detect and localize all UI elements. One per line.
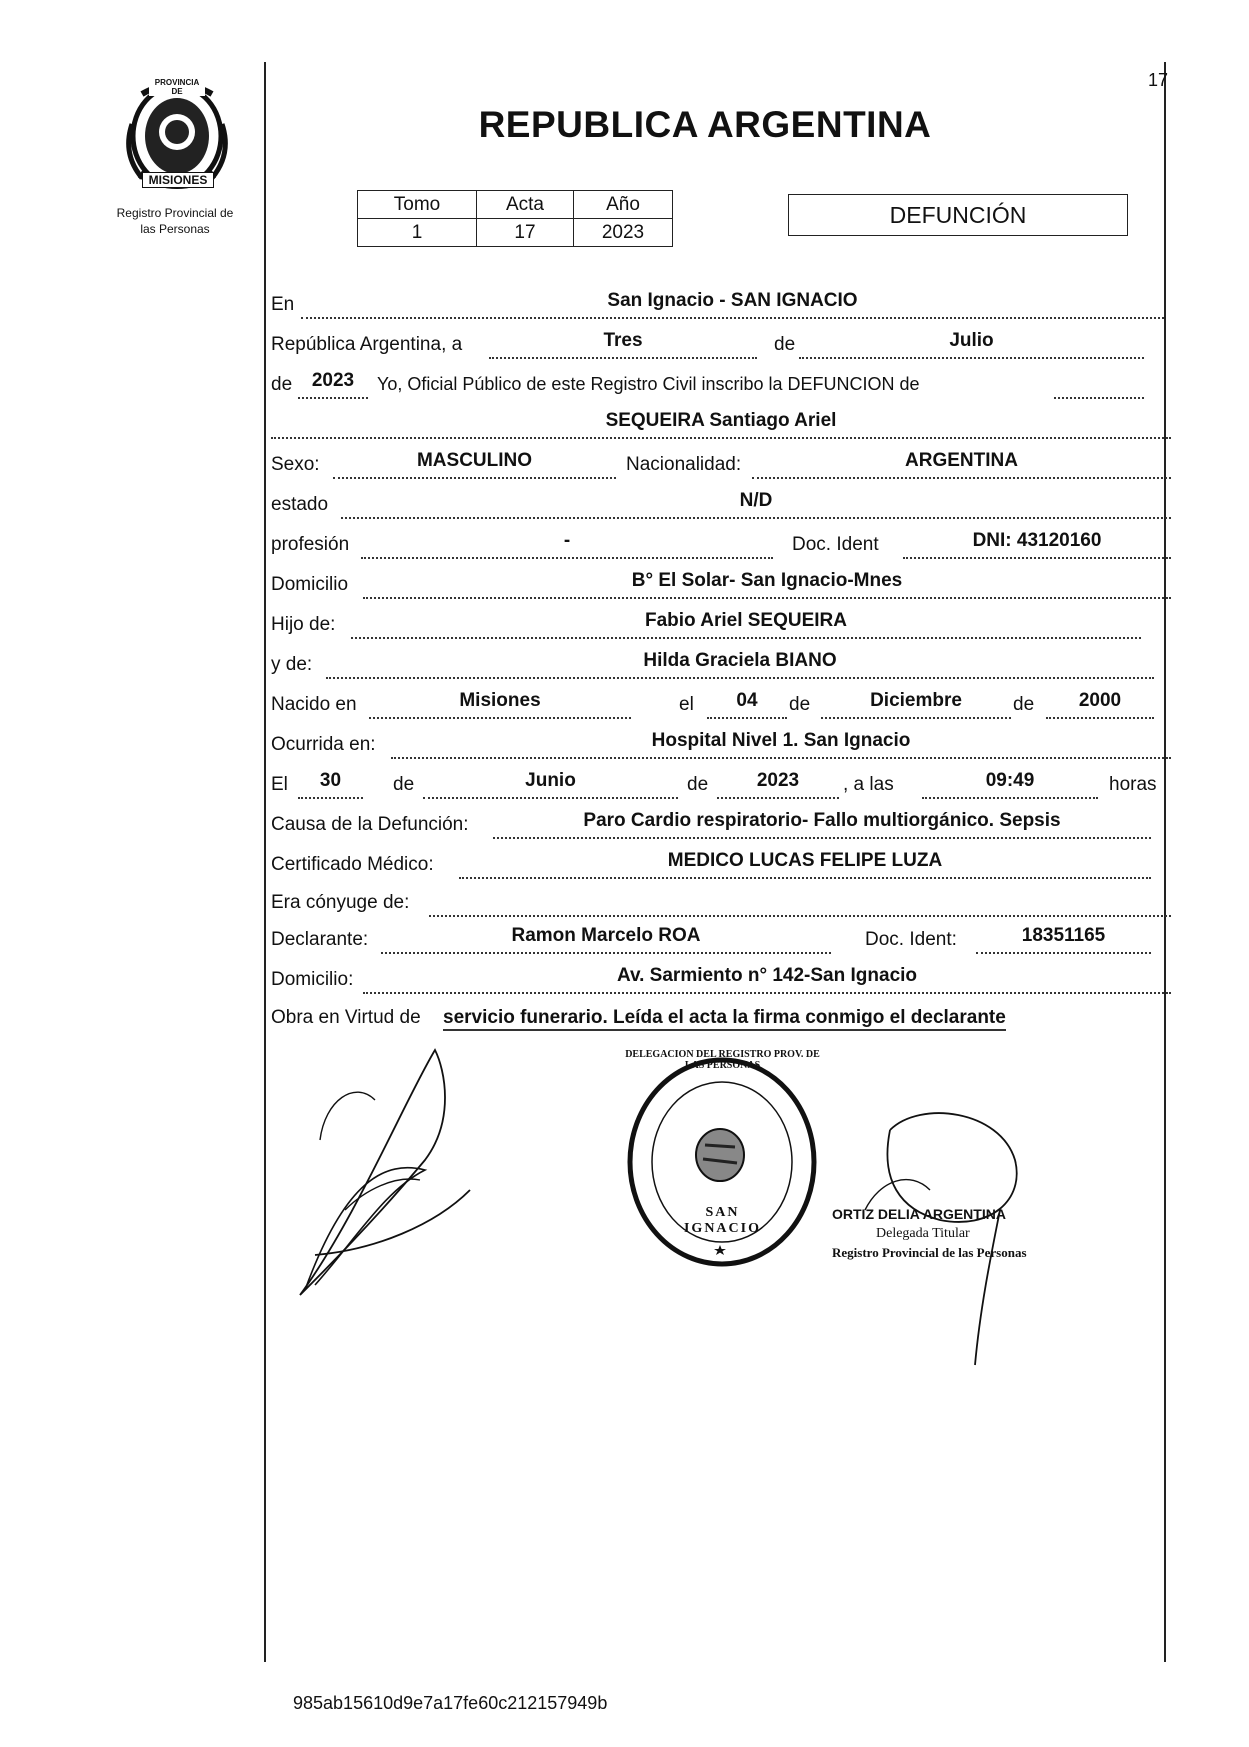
domicilio-field (363, 570, 1171, 599)
declarante-value: Ramon Marcelo ROA (511, 925, 701, 946)
stamp-outer-text: DELEGACION DEL REGISTRO PROV. DE LAS PERSONAS (625, 1049, 820, 1071)
decl-domicilio-label: Domicilio: (271, 969, 354, 990)
day-value: Tres (603, 330, 643, 351)
horas-label: horas (1109, 774, 1157, 795)
nacionalidad-label: Nacionalidad: (626, 454, 742, 475)
officer-role: Delegada Titular (876, 1226, 970, 1241)
stamp-inner-text: SAN IGNACIO (683, 1205, 761, 1236)
domicilio-label: Domicilio (271, 574, 349, 595)
registry-label-line1: Registro Provincial de (116, 206, 234, 220)
conyuge-field (429, 888, 1171, 917)
birth-de2-label: de (1013, 694, 1035, 715)
day-field (489, 330, 757, 359)
causa-label: Causa de la Defunción: (271, 814, 469, 835)
de-label: de (774, 334, 796, 355)
sexo-value: MASCULINO (416, 450, 533, 471)
month-value: Julio (949, 330, 994, 351)
row-estado (271, 490, 1171, 518)
registry-label-line2: las Personas (140, 222, 210, 236)
row-profesion (271, 530, 1171, 558)
death-year: 2023 (756, 770, 800, 791)
declarant-signature (285, 1040, 485, 1300)
yde-field (326, 650, 1154, 679)
certificado-field (459, 850, 1151, 879)
decl-domicilio-value: Av. Sarmiento n° 142-San Ignacio (616, 965, 918, 986)
death-month: Junio (525, 770, 576, 791)
en-field (301, 290, 1164, 319)
doc-label: Doc. Ident (792, 534, 879, 555)
decl-doc-value: 18351165 (1021, 925, 1106, 946)
row-ocurrida (271, 730, 1171, 758)
decl-doc-label: Doc. Ident: (865, 929, 957, 950)
alas-label: , a las (843, 774, 894, 795)
left-margin-line (264, 62, 266, 1662)
row-el (271, 770, 1171, 798)
declarante-label: Declarante: (271, 929, 369, 950)
anio-value: 2023 (574, 219, 673, 247)
row-declarante (271, 925, 1171, 953)
declarante-field (381, 925, 831, 954)
row-domicilio (271, 570, 1171, 598)
el-label: el (679, 694, 694, 715)
estado-label: estado (271, 494, 329, 515)
record-type-box: DEFUNCIÓN (788, 194, 1128, 236)
officer-office: Registro Provincial de las Personas (832, 1245, 1027, 1260)
anio-header: Año (574, 191, 673, 219)
officer-block (832, 1205, 1072, 1262)
hijo-value: Fabio Ariel SEQUEIRA (645, 610, 847, 631)
nacido-place-field (369, 690, 631, 719)
year-prefix-label: de (271, 374, 293, 395)
yde-label: y de: (271, 654, 313, 675)
record-table (357, 190, 673, 247)
birth-month: Diciembre (870, 690, 962, 711)
hijo-label: Hijo de: (271, 614, 336, 635)
intro-text: Yo, Oficial Público de este Registro Civil inscribo la DEFUNCION de (377, 374, 920, 394)
nacido-label: Nacido en (271, 694, 357, 715)
row-hijo (271, 610, 1171, 638)
nacionalidad-value: ARGENTINA (905, 450, 1018, 471)
estado-value: N/D (739, 490, 773, 511)
birth-year-field (1046, 690, 1154, 719)
profesion-value: - (563, 530, 571, 551)
row-republica (271, 330, 1171, 358)
decl-doc-field (976, 925, 1151, 954)
death-day: 30 (319, 770, 342, 791)
yde-value: Hilda Graciela BIANO (643, 650, 837, 671)
page-title: REPUBLICA ARGENTINA (478, 104, 932, 145)
year-field (298, 370, 368, 399)
seal-top-text: PROVINCIA DE (149, 78, 205, 96)
death-day-field (298, 770, 363, 799)
certificado-label: Certificado Médico: (271, 854, 434, 875)
row-yde (271, 650, 1171, 678)
certificado-value: MEDICO LUCAS FELIPE LUZA (667, 850, 943, 871)
officer-name: ORTIZ DELIA ARGENTINA (832, 1206, 1006, 1222)
birth-de1-label: de (789, 694, 811, 715)
domicilio-value: B° El Solar- San Ignacio-Mnes (631, 570, 903, 591)
sexo-label: Sexo: (271, 454, 320, 475)
birth-month-field (821, 690, 1011, 719)
deceased-field (271, 410, 1171, 439)
profesion-field (361, 530, 773, 559)
row-causa (271, 810, 1171, 838)
death-de2-label: de (687, 774, 709, 795)
death-de1-label: de (393, 774, 415, 795)
row-intro (271, 370, 1171, 398)
death-month-field (423, 770, 678, 799)
el2-label: El (271, 774, 288, 795)
nacionalidad-field (752, 450, 1171, 479)
row-certificado (271, 850, 1171, 878)
hijo-field (351, 610, 1141, 639)
row-decl-domicilio (271, 965, 1171, 993)
record-table-header (358, 191, 673, 219)
en-label: En (271, 294, 295, 315)
row-nacido (271, 690, 1171, 718)
provincial-seal (122, 74, 232, 194)
ocurrida-field (391, 730, 1171, 759)
row-deceased (271, 410, 1171, 438)
decl-domicilio-field (363, 965, 1171, 994)
ocurrida-label: Ocurrida en: (271, 734, 376, 755)
row-obra (271, 1003, 1171, 1031)
seal-bottom-text: MISIONES (142, 172, 214, 188)
profesion-label: profesión (271, 534, 350, 555)
conyuge-label: Era cónyuge de: (271, 892, 410, 913)
record-table-values (358, 219, 673, 247)
intro-blank (1054, 370, 1144, 399)
acta-header: Acta (477, 191, 574, 219)
deceased-name: SEQUEIRA Santiago Ariel (605, 410, 837, 431)
acta-value: 17 (477, 219, 574, 247)
death-time-field (922, 770, 1098, 799)
birth-year: 2000 (1078, 690, 1122, 711)
obra-value: servicio funerario. Leída el acta la firma conmigo el declarante (443, 1007, 1006, 1031)
causa-field (493, 810, 1151, 839)
birth-day-field (707, 690, 787, 719)
month-field (799, 330, 1144, 359)
tomo-header: Tomo (358, 191, 477, 219)
birth-day: 04 (736, 690, 758, 711)
tomo-value: 1 (358, 219, 477, 247)
en-value: San Ignacio - SAN IGNACIO (607, 290, 858, 311)
causa-value: Paro Cardio respiratorio- Fallo multiorgánico. Sepsis (583, 810, 1061, 831)
estado-field (341, 490, 1171, 519)
document-hash: 985ab15610d9e7a17fe60c212157949b (293, 1693, 608, 1713)
death-time: 09:49 (985, 770, 1035, 791)
row-sexo (271, 450, 1171, 478)
obra-label: Obra en Virtud de (271, 1007, 421, 1028)
ocurrida-value: Hospital Nivel 1. San Ignacio (651, 730, 911, 751)
registry-label (95, 205, 255, 237)
death-year-field (717, 770, 839, 799)
page-number: 17 (1148, 70, 1169, 90)
sexo-field (333, 450, 616, 479)
official-stamp (625, 1049, 820, 1270)
year-value: 2023 (311, 370, 355, 391)
doc-field (903, 530, 1171, 559)
doc-value: DNI: 43120160 (972, 530, 1102, 551)
row-conyuge (271, 888, 1171, 916)
nacido-place: Misiones (459, 690, 541, 711)
row-en (271, 290, 1171, 318)
republica-label: República Argentina, a (271, 334, 463, 355)
